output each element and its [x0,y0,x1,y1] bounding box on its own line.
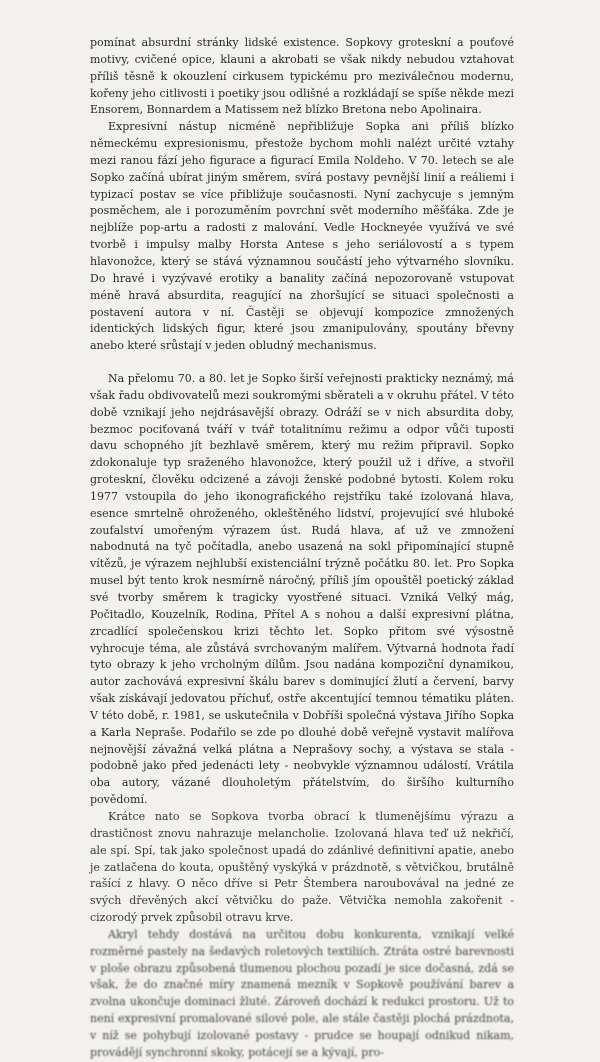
paragraph-2: Expresivní nástup nicméně nepřibližuje Sopka ani příliš blízko německému expresionismu, přestože bychom mohli nalézt určité vztahy mezi ranou fází jeho figurace a figurací Emila Noldeho. V 70. letech se ale Sopko začíná ubírat jiným směrem, svírá postavy pevnější linií a reáliemi i typizací postav se více přibližuje současnosti. Nyní zachycuje s jemným posměchem, ale i porozuměním povrchní svět moderního měšťáka. Zde je nejblíže pop-artu a radosti z malování. Vedle Hockneyée využívá ve své tvorbě i impulsy malby Horsta Antese s jeho seriálovostí a s typem hlavonožce, který se stává významnou součástí jeho výtvarného slovníku. Do hravé i vyzývavé erotiky a banality začíná nepozorovaně vstupovat méně hravá absurdita, reagující na zhoršující se situaci společnosti a postavení autora v ní. Častěji se objevují kompozice zmnožených identických lidských figur, které jsou zmanipulovány, spoutány břevny anebo které srůstají v jeden obludný mechanismus. [90,120,514,353]
paragraph-4: Krátce nato se Sopkova tvorba obrací k tlumenějšímu výrazu a drastičnost znovu nahrazuje melancholie. Izolovaná hlava teď už nekřičí, ale spí. Spí, tak jako společnost upadá do zdánlivé definitivní apatie, anebo je zatlačena do kouta, opuštěný vyskýká v prázdnotě, s větvičkou, brutálně rašící z hlavy. O něco dříve si Petr Štembera naroubovával na jedné ze svých dřevěných akcí větvičku do paže. Větvička nemohla zakořenit - cizorodý prvek způsobil otravu krve. [90,809,514,925]
document-page [90,35,514,1062]
paragraph-1: pomínat absurdní stránky lidské existence. Sopkovy groteskní a pouťové motivy, cvičené opice, klauni a akrobati se však nikdy nebudou vztahovat příliš těsně k okouzlení cirkusem typickému pro meziválečnou modernu, kořeny jeho citlivosti i poetiky jsou odlišné a rozkládají se spíše někde mezi Ensorem, Bonnardem a Matissem než blízko Bretona nebo Apolinaira. [90,36,514,117]
paragraph-3: Na přelomu 70. a 80. let je Sopko širší veřejnosti prakticky neznámý, má však řadu obdivovatelů mezi soukromými sběrateli a v okruhu přátel. V této době vznikají jeho nejdrásavější obrazy. Odráží se v nich absurdita doby, bezmoc pociťovaná tváří v tvář totalitnímu režimu a odpor vůči tuposti davu schopného jít bezhlavě směrem, který mu režim připravil. Sopko zdokonaluje typ sraženého hlavonožce, který použil už i dříve, a stvořil groteskní, člověku odcizené a závoji ženské podobné bytosti. Kolem roku 1977 vstoupila do jeho ikonografického rejstříku také izolovaná hlava, esence smrtelně ohroženého, okleštěného lidství, projevující své hluboké zoufalství umořeným výrazem úst. Rudá hlava, ať už ve zmnožení nabodnutá na tyč počítadla, anebo usazená na sokl připomínající stupně vítězů, je výrazem nejhlubší existenciální trýzně počátku 80. let. Pro Sopka musel být tento krok nesmírně náročný, příliš jím opouštěl poetický základ své tvorby směrem k tragicky vyostřené situaci. Vzniká Velký mág, Počitadlo, Kouzelník, Rodina, Přítel A s nohou a další expresivní plátna, zrcadlící společenskou krizi těchto let. Sopko přitom své výsostně vyhrocuje téma, ale zůstává svrchovaným malířem. Výtvarná hodnota řadí tyto obrazy k jeho vrcholným dílům. Jsou nadána kompoziční dynamikou, autor zachovává expresivní škálu barev s dominující žlutí a červení, barvy však získávají jedovatou příchuť, ostře akcentující temnou tématiku pláten. V této době, r. 1981, se uskutečnila v Dobříši společná výstava Jiřího Sopka a Karla Nepraše. Podařilo se zde po dlouhé době veřejně vystavit malířova nejnovější závažná velká plátna a Neprašovy sochy, a výstava se stala - podobně jako před jedenácti lety - neobvykle významnou událostí. Vrátila oba autory, vázané dlouholetým přátelstvím, do širšího kulturního povědomí. [90,372,514,807]
paragraph-5: Akryl tehdy dostává na určitou dobu konkurenta, vznikají velké rozměrné pastely na šedavých roletových textiliích. Ztráta ostré barevnosti v ploše obrazu způsobená tlumenou plochou pozadí je sice dočasná, zdá se však, že do značné míry znamená mezník v Sopkově používání barev a zvolna ukončuje dominaci žluté. Zároveň dochází k redukci prostoru. Už to není expresivní promalované silové pole, ale stále častěji plochá prázdnota, v níž se pohybují izolované postavy - prudce se houpají odnikud nikam, provádějí synchronní skoky, potácejí se a kývají, pro- [90,927,514,1059]
